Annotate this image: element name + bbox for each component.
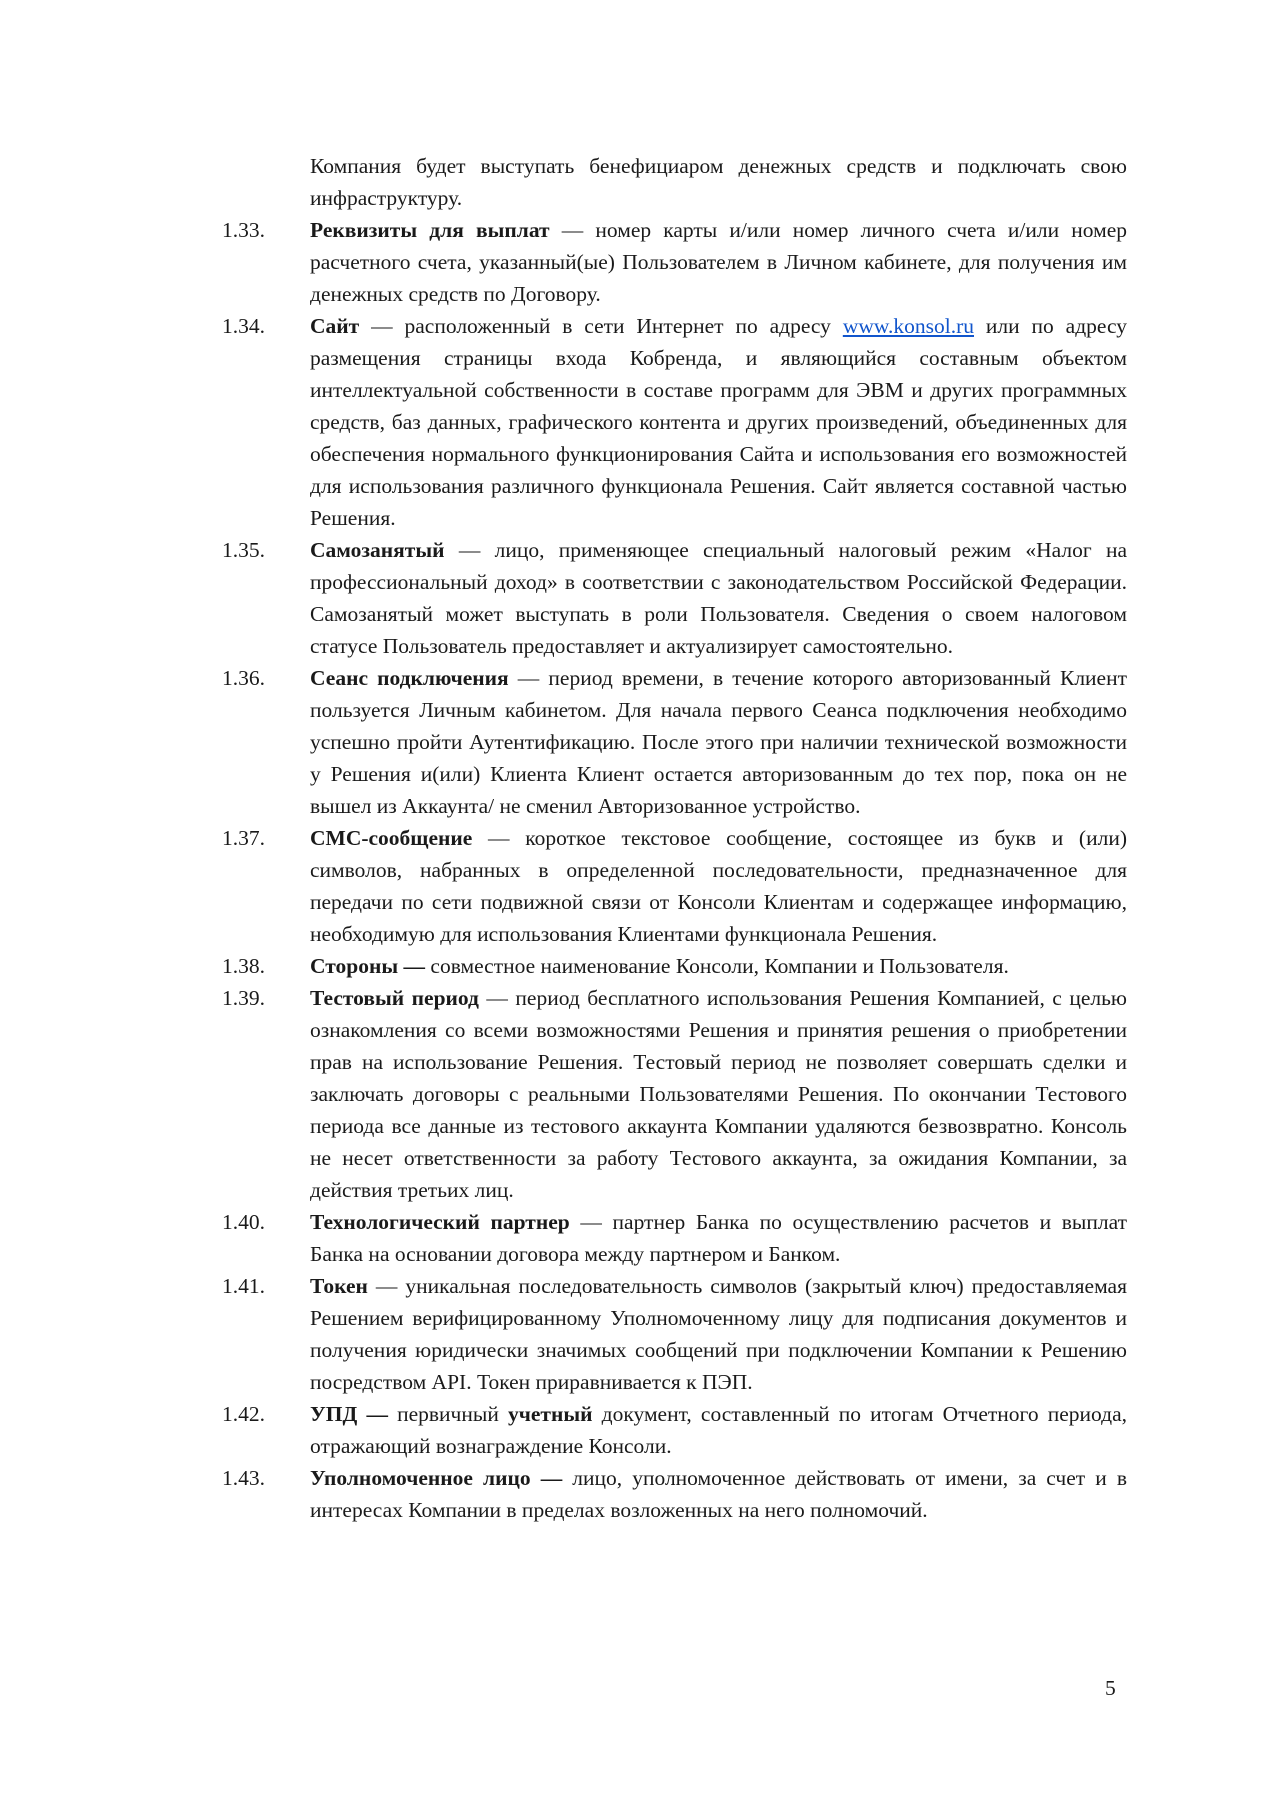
clause-1-41 bbox=[222, 1270, 1127, 1398]
clause-term: Тестовый период bbox=[310, 986, 479, 1010]
clause-body bbox=[310, 822, 1127, 950]
clause-body bbox=[310, 214, 1127, 310]
clause-number: 1.37. bbox=[222, 826, 265, 850]
clause-1-38 bbox=[222, 950, 1127, 982]
clause-text: — уникальная последовательность символов (закрытый ключ) предоставляемая Решением верифицированному Уполномоченному лицу для подписания документов и получения юридически значимых сообщений при подключении Компании к Решению посредством API. Токен приравнивается к ПЭП. bbox=[310, 1274, 1127, 1394]
clause-text: — период времени, в течение которого авторизованный Клиент пользуется Личным кабинетом. Для начала первого Сеанса подключения необходимо успешно пройти Аутентификацию. После этого при наличии технической возможности у Решения и(или) Клиента Клиент остается авторизованным до тех пор, пока он не вышел из Аккаунта/ не сменил Авторизованное устройство. bbox=[310, 666, 1127, 818]
clause-number: 1.35. bbox=[222, 538, 265, 562]
clause-text: совместное наименование Консоли, Компании и Пользователя. bbox=[425, 954, 1009, 978]
clause-text: первичный bbox=[387, 1402, 508, 1426]
continuation-paragraph: Компания будет выступать бенефициаром денежных средств и подключать свою инфраструктуру. bbox=[310, 154, 1127, 210]
clause-text: — партнер Банка по осуществлению расчетов и выплат Банка на основании договора между партнером и Банком. bbox=[310, 1210, 1127, 1266]
clause-text: — расположенный в сети Интернет по адресу bbox=[359, 314, 843, 338]
document-body bbox=[222, 150, 1127, 1526]
clause-body bbox=[310, 1398, 1127, 1462]
clause-body bbox=[310, 982, 1127, 1206]
clause-text: — период бесплатного использования Решения Компанией, с целью ознакомления со всеми возможностями Решения и принятия решения о приобретении прав на использование Решения. Тестовый период не позволяет совершать сделки и заключать договоры с реальными Пользователями Решения. По окончании Тестового периода все данные из тестового аккаунта Компании удаляются безвозвратно. Консоль не несет ответственности за работу Тестового аккаунта, за ожидания Компании, за действия третьих лиц. bbox=[310, 986, 1127, 1202]
clause-term: СМС-сообщение bbox=[310, 826, 473, 850]
clause-text: документ, составленный по итогам Отчетного периода, отражающий вознаграждение Консоли. bbox=[310, 1402, 1128, 1458]
clause-body bbox=[310, 950, 1127, 982]
clause-1-40 bbox=[222, 1206, 1127, 1270]
clause-number: 1.34. bbox=[222, 314, 265, 338]
clause-term: Уполномоченное лицо — bbox=[310, 1466, 563, 1490]
clause-number: 1.43. bbox=[222, 1466, 265, 1490]
clause-body bbox=[310, 534, 1127, 662]
clause-number: 1.39. bbox=[222, 986, 265, 1010]
clause-body bbox=[310, 662, 1127, 822]
clause-body bbox=[310, 310, 1127, 534]
clause-number: 1.42. bbox=[222, 1402, 265, 1426]
clause-text: — короткое текстовое сообщение, состоящее из букв и (или) символов, набранных в определенной последовательности, предназначенное для передачи по сети подвижной связи от Консоли Клиентам и содержащее информацию, необходимую для использования Клиентами функционала Решения. bbox=[310, 826, 1127, 946]
clause-term: Реквизиты для выплат bbox=[310, 218, 550, 242]
clause-number: 1.41. bbox=[222, 1274, 265, 1298]
page-number: 5 bbox=[1105, 1676, 1116, 1700]
clause-text: лицо, уполномоченное действовать от имени, за счет и в интересах Компании в пределах возложенных на него полномочий. bbox=[310, 1466, 1127, 1522]
clause-1-36 bbox=[222, 662, 1127, 822]
clause-1-34 bbox=[222, 310, 1127, 534]
clause-body bbox=[310, 1270, 1127, 1398]
clause-1-39 bbox=[222, 982, 1127, 1206]
clause-term: Стороны — bbox=[310, 954, 426, 978]
clause-term: Сеанс подключения bbox=[310, 666, 509, 690]
clause-term: УПД — bbox=[310, 1402, 388, 1426]
clause-1-42 bbox=[222, 1398, 1127, 1462]
clause-number: 1.40. bbox=[222, 1210, 265, 1234]
clause-term: Технологический партнер bbox=[310, 1210, 570, 1234]
clause-term: Сайт bbox=[310, 314, 360, 338]
clause-1-43 bbox=[222, 1462, 1127, 1526]
clause-number: 1.36. bbox=[222, 666, 265, 690]
clause-1-37 bbox=[222, 822, 1127, 950]
clause-text: — номер карты и/или номер личного счета и/или номер расчетного счета, указанный(ые) Пользователем в Личном кабинете, для получения им денежных средств по Договору. bbox=[310, 218, 1127, 306]
site-link[interactable]: www.konsol.ru bbox=[842, 314, 974, 338]
clause-term: Самозанятый bbox=[310, 538, 445, 562]
clause-number: 1.33. bbox=[222, 218, 265, 242]
clause-1-35 bbox=[222, 534, 1127, 662]
clause-body bbox=[310, 1462, 1127, 1526]
clause-body bbox=[310, 1206, 1127, 1270]
clause-term: Токен bbox=[310, 1274, 368, 1298]
clause-text: — лицо, применяющее специальный налоговый режим «Налог на профессиональный доход» в соответствии с законодательством Российской Федерации. Самозанятый может выступать в роли Пользователя. Сведения о своем налоговом статусе Пользователь предоставляет и актуализирует самостоятельно. bbox=[310, 538, 1127, 658]
clause-number: 1.38. bbox=[222, 954, 265, 978]
clause-text: или по адресу размещения страницы входа Кобренда, и являющийся составным объектом интеллектуальной собственности в составе программ для ЭВМ и других программных средств, баз данных, графического контента и других произведений, объединенных для обеспечения нормального функционирования Сайта и использования его возможностей для использования различного функционала Решения. Сайт является составной частью Решения. bbox=[310, 314, 1127, 530]
clause-inline-bold: учетный bbox=[507, 1402, 593, 1426]
clause-1-33 bbox=[222, 214, 1127, 310]
